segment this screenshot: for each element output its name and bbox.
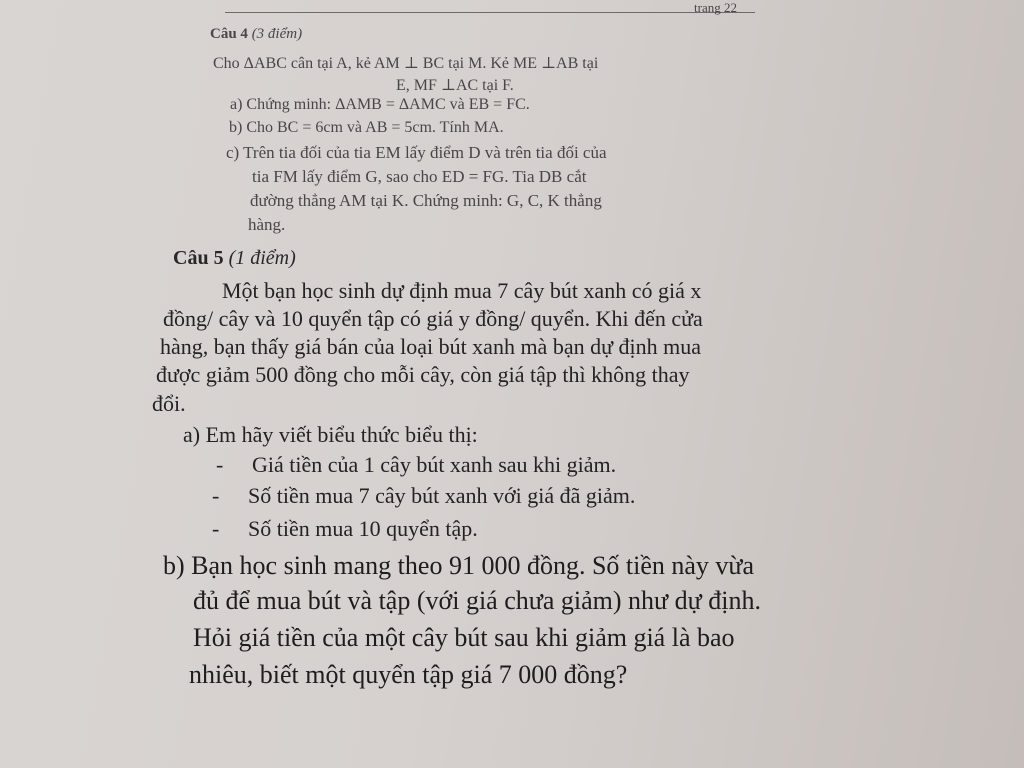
cau5-heading — [173, 247, 296, 270]
header-rule — [225, 12, 755, 13]
cau5-paragraph-line-2: đồng/ cây và 10 quyển tập có giá y đồng/ quyển. Khi đến cửa — [163, 306, 703, 331]
cau5-paragraph-line-4: được giảm 500 đồng cho mỗi cây, còn giá tập thì không thay — [156, 362, 690, 387]
bullet-dash: - — [212, 483, 220, 508]
cau5-part-b-line-1: b) Bạn học sinh mang theo 91 000 đồng. Số tiền này vừa — [163, 551, 755, 580]
cau5-part-a-item — [212, 516, 478, 542]
cau5-paragraph-line-3: hàng, bạn thấy giá bán của loại bút xanh mà bạn dự định mua — [160, 334, 701, 359]
cau5-title: Câu 5 — [173, 247, 224, 269]
cau4-part-c-line-3: đường thẳng AM tại K. Chứng minh: G, C, K thẳng — [250, 191, 602, 210]
cau4-part-c-line-2: tia FM lấy điểm G, sao cho ED = FG. Tia DB cắt — [252, 167, 587, 186]
cau5-part-a-item-text: Số tiền mua 10 quyển tập. — [248, 516, 478, 541]
cau5-paragraph-line-5: đổi. — [152, 391, 186, 416]
cau5-part-b-line-3: Hỏi giá tiền của một cây bút sau khi giảm giá là bao — [193, 623, 735, 652]
cau4-points: (3 điểm) — [251, 26, 303, 42]
page-number: trang 22 — [694, 0, 737, 15]
cau5-points: (1 điểm) — [228, 247, 296, 269]
cau4-heading — [210, 26, 302, 43]
cau4-part-a: a) Chứng minh: ΔAMB = ΔAMC và EB = FC. — [230, 96, 530, 113]
cau4-part-c-line-4: hàng. — [248, 215, 286, 234]
cau4-intro-line-1: Cho ΔABC cân tại A, kẻ AM ⊥ BC tại M. Kẻ ME ⊥AB tại — [213, 55, 599, 72]
cau5-part-a: a) Em hãy viết biểu thức biểu thị: — [183, 422, 478, 447]
cau5-paragraph-line-1: Một bạn học sinh dự định mua 7 cây bút xanh có giá x — [222, 278, 702, 303]
cau5-part-b-line-2: đủ để mua bút và tập (với giá chưa giảm) như dự định. — [193, 586, 761, 615]
cau5-part-a-item — [216, 452, 616, 478]
cau5-part-a-item-text: Số tiền mua 7 cây bút xanh với giá đã giảm. — [248, 483, 636, 508]
cau5-part-a-item — [212, 483, 635, 509]
bullet-dash: - — [212, 516, 220, 541]
bullet-dash: - — [216, 452, 224, 477]
cau5-part-a-item-text: Giá tiền của 1 cây bút xanh sau khi giảm. — [252, 452, 617, 477]
cau5-part-b-line-4: nhiêu, biết một quyển tập giá 7 000 đồng? — [189, 660, 628, 689]
cau4-title: Câu 4 — [210, 26, 248, 42]
cau4-part-c-line-1: c) Trên tia đối của tia EM lấy điểm D và trên tia đối của — [226, 143, 607, 162]
cau4-intro-line-2: E, MF ⊥AC tại F. — [396, 77, 514, 94]
cau4-part-b: b) Cho BC = 6cm và AB = 5cm. Tính MA. — [229, 119, 504, 136]
